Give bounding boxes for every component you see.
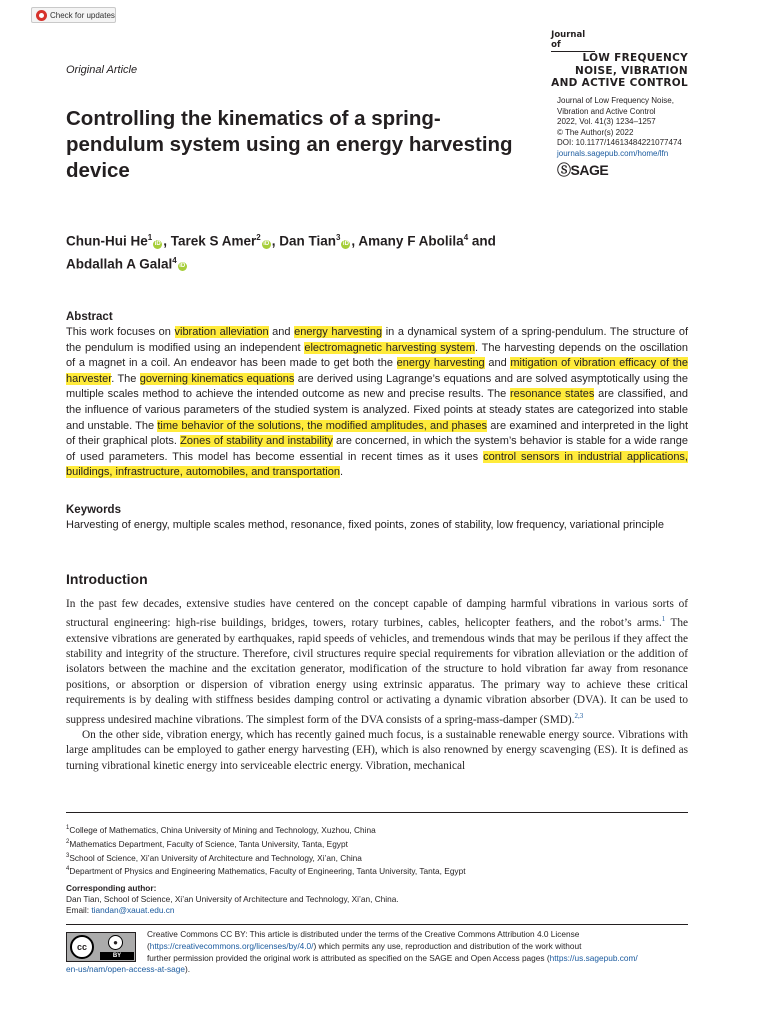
journal-of-label: Journal of [551, 30, 595, 52]
check-for-updates-badge[interactable] [31, 7, 116, 23]
person-icon: ● [108, 935, 123, 950]
license-divider [66, 924, 688, 925]
citation-ref[interactable]: 1 [661, 615, 666, 624]
highlight: governing kinematics equations [139, 372, 295, 385]
license-text-continued: en-us/nam/open-access-at-sage). [66, 964, 191, 974]
corresponding-address: Dan Tian, School of Science, Xi’an University of Architecture and Technology, Xi’an, China. [66, 894, 399, 904]
journal-link[interactable]: journals.sagepub.com/home/lfn [557, 148, 669, 158]
affiliation-ref: 3 [335, 233, 341, 242]
cc-by-license-badge[interactable] [66, 932, 136, 962]
introduction-heading: Introduction [66, 571, 148, 587]
meta-line-3: 2022, Vol. 41(3) 1234–1257 [557, 117, 656, 126]
cc-icon: cc [70, 935, 94, 959]
affiliation-ref: 4 [172, 255, 177, 265]
highlight: resonance states [509, 388, 595, 401]
by-label: BY [100, 952, 134, 960]
affiliation-item: $^1$College of Mathematics, China University of Mining and Technology, Xuzhou, China [66, 824, 376, 835]
sage-logo [557, 160, 608, 180]
affiliation-ref: 1 [147, 233, 153, 242]
footnote-divider [66, 812, 688, 813]
meta-line-4: © The Author(s) 2022 [557, 127, 634, 137]
check-for-updates-label: Check for updates [50, 11, 115, 20]
open-access-link[interactable]: https://us.sagepub.com/ [549, 953, 638, 963]
introduction-body [66, 597, 688, 774]
keywords-heading: Keywords [66, 504, 121, 516]
citation-ref[interactable]: 2,3 [574, 711, 584, 720]
and-label: and [468, 233, 496, 249]
affiliation-item: $^3$School of Science, Xi’an University of Architecture and Technology, Xi’an, China [66, 852, 362, 863]
article-type: Original Article [66, 64, 138, 76]
highlight: vibration alleviation [174, 326, 269, 338]
affiliations [66, 822, 688, 877]
paragraph: On the other side, vibration energy, which has recently gained much focus, is a sustainable renewable energy source. Vibrations with large amplitudes can be employed to gather energy harvesting (EH), which is also renowned by energy scavenging (ES). It is defined as turning vibrational kinetic energy into serviceable electric energy. Vibration, mechanical [66, 728, 688, 772]
affiliation-ref: 4 [463, 233, 469, 242]
orcid-icon[interactable]: iD [263, 240, 270, 247]
crossmark-icon [36, 10, 47, 21]
email-link[interactable]: tiandan@xauat.edu.cn [91, 905, 175, 915]
doi: DOI: 10.1177/14613484221077474 [557, 138, 682, 147]
journal-name-line-3: AND ACTIVE CONTROL [551, 77, 688, 89]
highlight: Zones of stability and instability [180, 435, 333, 448]
abstract-heading: Abstract [66, 311, 113, 323]
highlight: mitigation of vibration efficacy of the harvester [66, 357, 689, 385]
highlight: time behavior of the solutions, the modified amplitudes, and phases [157, 419, 488, 432]
highlight: electromagnetic harvesting system [304, 341, 476, 354]
highlight: control sensors in industrial applications, buildings, infrastructure, automobiles, and transportation [66, 450, 688, 479]
sage-s-icon: Ⓢ [557, 162, 571, 178]
license-text: Creative Commons CC BY: This article is distributed under the terms of the Creative Commons Attribution 4.0 License (https://creativecommons.org/licenses/by/4.0/) which permits any use, reproduction and distribution of the work without further permission provided the original work is attributed as specified on the SAGE and Open Access pages (https://us.sagepub.com/ [147, 929, 638, 963]
journal-metadata [557, 96, 707, 159]
license-link[interactable]: https://creativecommons.org/licenses/by/4.0/ [149, 941, 314, 951]
abstract-text: This work focuses on vibration alleviation and energy harvesting in a dynamical system of a spring-pendulum. The structure of the pendulum is modified using an independent electromagnetic harvesting system. The harvesting depends on the oscillation of a magnet in a coil. An endeavor has been made to get both the energy harvesting and mitigation of vibration efficacy of the harvester. The governing kinematics equations are derived using Lagrange’s equations and are solved asymptotically using the multiple scales method to achieve the intended outcome as new and precise results. The resonance states are classified, and the influence of various parameters of the studied system is analyzed. Fixed points at steady states are categorized into stable and unstable. The time behavior of the solutions, the modified amplitudes, and phases are examined and interpreted in the light of their graphical plots. Zones of stability and instability are concerned, in which the system’s behavior is stable for a wide range of used parameters. This model has become essential in recent times as it uses control sensors in industrial applications, buildings, infrastructure, automobiles, and transportation. [66, 326, 689, 479]
orcid-icon[interactable]: iD [179, 263, 186, 269]
affiliation-ref: 2 [256, 233, 261, 242]
meta-line-1: Journal of Low Frequency Noise, [557, 96, 674, 105]
affiliation-item: $^2$Mathematics Department, Faculty of Science, Tanta University, Tanta, Egypt [66, 838, 348, 849]
author-list [66, 228, 626, 273]
keywords-text: Harvesting of energy, multiple scales method, resonance, fixed points, zones of stability, low frequency, variational principle [66, 519, 664, 531]
corresponding-author: Corresponding author: Dan Tian, School of Science, Xi’an University of Architecture and Technology, Xi’an, China. Email: tiandan@xauat.edu.cn [66, 883, 688, 916]
author-name: , Tarek S Amer [163, 233, 257, 249]
paragraph: In the past few decades, extensive studies have centered on the concept capable of damping harmful vibrations in various sorts of structural engineering: high-rise buildings, bridges, towers, rotary turbines, cables, helicopter feathers, and the robot’s arms.$^1$ The extensive vibrations are generated by earthquakes, rapid speeds of vehicles, and tremendous winds that may be perilous if they affect the stability and integrity of the structure. Therefore, civil structures require special requirements for vibration alleviation or the addition of isolators between the machine and the excitation generator, modification of the structure to hold vibration far away from resonance positions, or absorption or dispersion of vibration energy using extrinsic apparatus. The primary way to achieve these critical requirements is by dealing with stiffness besides damping control or activating a dynamic vibration absorber (DVA). It can be used to suppress undesired machine vibrations. The simplest form of the DVA consists of a spring-mass-damper (SMD).$^{2,3}$ [66, 598, 689, 726]
meta-line-2: Vibration and Active Control [557, 106, 656, 116]
highlight: energy harvesting [396, 357, 485, 370]
affiliation-item: $^4$Department of Physics and Engineering Mathematics, Faculty of Engineering, Tanta University, Tanta, Egypt [66, 866, 466, 877]
journal-name-line-1: LOW FREQUENCY [582, 52, 688, 64]
journal-masthead [551, 30, 688, 90]
author-name: Chun-Hui He [66, 233, 148, 249]
journal-name-line-2: NOISE, VIBRATION [574, 64, 688, 77]
orcid-icon[interactable]: iD [342, 240, 349, 247]
author-name: , Amany F Abolila [351, 233, 464, 249]
orcid-icon[interactable]: iD [154, 240, 161, 247]
author-name: , Dan Tian [271, 233, 336, 249]
highlight: energy harvesting [294, 326, 383, 338]
corresponding-heading: Corresponding author: [66, 883, 157, 893]
sage-logo-text: SAGE [570, 162, 609, 178]
paper-title: Controlling the kinematics of a spring-pendulum system using an energy harvesting device [66, 107, 513, 182]
open-access-link-cont[interactable]: en-us/nam/open-access-at-sage [66, 964, 185, 974]
author-name: Abdallah A Galal [66, 256, 173, 271]
